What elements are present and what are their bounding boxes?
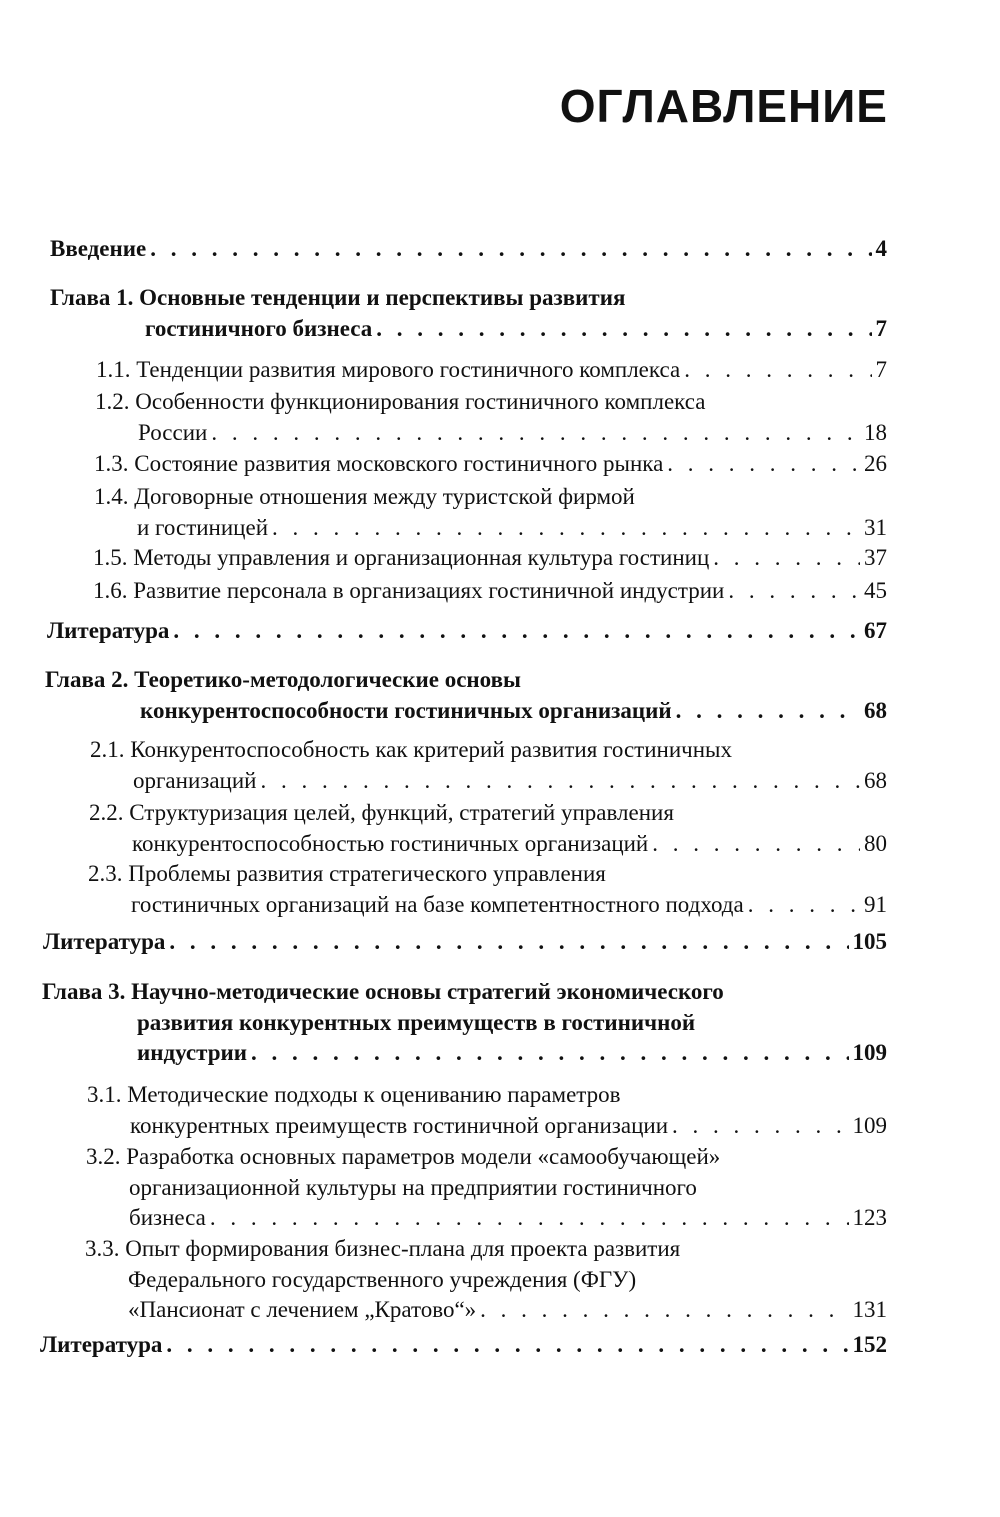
page-number: 80 [864,830,887,856]
section-number: 2.1. [90,737,125,762]
toc-entry-section-1-5[interactable] [93,543,887,574]
toc-entry-section-3-3[interactable] [85,1234,887,1326]
section-number: 2.2. [89,800,124,825]
dot-leader [376,314,871,345]
entry-title-line-2: и гостиницей [137,514,269,540]
entry-title: Литература [47,618,170,643]
entry-title: Развитие персонала в организациях гостиничной индустрии [133,578,725,603]
page-number: 109 [852,1112,887,1138]
entry-title: Состояние развития московского гостиничного рынка [134,451,664,476]
entry-title-line-2: Федерального государственного учреждения (ФГУ) [128,1266,637,1292]
toc-entry-chapter-2[interactable] [45,665,887,726]
dot-leader [260,766,860,797]
entry-title-line-1: Методические подходы к оцениванию параметров [127,1082,621,1107]
toc-entry-literature-3[interactable] [40,1330,887,1361]
page-number: 45 [864,578,887,603]
entry-title-line-2: развития конкурентных преимуществ в гостиничной [137,1009,696,1035]
toc-entry-section-3-1[interactable] [87,1080,887,1141]
section-number: 3.2. [86,1144,121,1169]
toc-entry-section-1-6[interactable] [93,576,887,607]
dot-leader [748,890,860,921]
page-number: 152 [852,1332,887,1357]
toc-entry-section-2-1[interactable] [90,735,887,796]
page-number: 7 [875,315,887,341]
section-number: 2.3. [88,861,123,886]
toc-entry-introduction[interactable] [50,234,887,265]
toc-entry-chapter-1[interactable] [50,283,887,344]
dot-leader [150,234,871,265]
toc-entry-chapter-3[interactable] [42,977,887,1069]
entry-title: Литература [40,1332,163,1357]
entry-title-line-2: конкурентоспособности гостиничных организаций [140,697,672,723]
page-number: 68 [864,697,887,723]
toc-entry-section-2-2[interactable] [89,798,887,859]
entry-title-line-3: индустрии [137,1040,248,1065]
section-number: 1.2. [95,389,130,414]
dot-leader [166,1330,848,1361]
section-number: 1.3. [94,451,129,476]
page-number: 31 [864,514,887,540]
chapter-number: Глава 3. [42,979,126,1004]
dot-leader [667,449,860,480]
toc-entry-literature-2[interactable] [43,927,887,958]
page-number: 67 [864,618,887,643]
page-number: 91 [864,891,887,917]
entry-title-line-1: Договорные отношения между туристской фирмой [134,484,635,509]
toc-entry-literature-1[interactable] [47,616,887,647]
section-number: 1.1. [96,357,131,382]
dot-leader [480,1295,848,1326]
toc-entry-section-3-2[interactable] [86,1142,887,1234]
section-number: 1.6. [93,578,128,603]
section-number: 1.4. [94,484,129,509]
entry-title: Литература [43,929,166,954]
entry-title-line-3: «Пансионат с лечением „Кратово“» [128,1297,477,1322]
page-number: 18 [864,419,887,445]
entry-title-line-2: организаций [133,767,257,793]
entry-title-line-2: организационной культуры на предприятии гостиничного [129,1174,697,1200]
dot-leader [211,418,860,449]
entry-title-line-1: Разработка основных параметров модели «самообучающей» [126,1144,721,1169]
dot-leader [713,543,860,574]
page-number: 37 [864,545,887,570]
dot-leader [672,1111,848,1142]
entry-title-line-1: Структуризация целей, функций, стратегий управления [129,800,674,825]
page-number: 131 [852,1297,887,1322]
toc-entry-section-1-3[interactable] [94,449,887,480]
page-number: 4 [875,236,887,261]
section-number: 3.1. [87,1082,122,1107]
dot-leader [251,1038,848,1069]
dot-leader [169,927,848,958]
dot-leader [728,576,860,607]
dot-leader [684,355,871,386]
entry-title-line-1: Конкурентоспособность как критерий развития гостиничных [130,737,732,762]
entry-title: Тенденции развития мирового гостиничного комплекса [136,357,681,382]
entry-title-line-2: гостиничного бизнеса [145,315,373,341]
entry-title-line-1: Научно-методические основы стратегий экономического [131,979,724,1004]
entry-title-line-1: Проблемы развития стратегического управления [128,861,606,886]
entry-title-line-1: Основные тенденции и перспективы развития [139,285,626,310]
section-number: 3.3. [85,1236,120,1261]
entry-title-line-1: Особенности функционирования гостиничного комплекса [135,389,706,414]
entry-title-line-2: России [138,419,208,445]
page-number: 68 [864,767,887,793]
entry-title-line-1: Теоретико-методологические основы [134,667,521,692]
entry-title-line-2: конкурентных преимуществ гостиничной организации [130,1112,669,1138]
toc-entry-section-2-3[interactable] [88,859,887,920]
entry-title: Введение [50,236,147,261]
entry-title-line-2: гостиничных организаций на базе компетентностного подхода [131,891,744,917]
toc-entry-section-1-4[interactable] [94,482,887,543]
page-number: 7 [875,357,887,382]
page-number: 26 [864,451,887,476]
page-number: 105 [852,929,887,954]
dot-leader [210,1203,849,1234]
entry-title-line-1: Опыт формирования бизнес-плана для проекта развития [125,1236,681,1261]
dot-leader [676,696,860,727]
chapter-number: Глава 2. [45,667,129,692]
entry-title-line-2: конкурентоспособностью гостиничных организаций [132,830,649,856]
page-number: 109 [852,1040,887,1065]
dot-leader [173,616,860,647]
page-title: ОГЛАВЛЕНИЕ [559,80,888,132]
chapter-number: Глава 1. [50,285,134,310]
entry-title-line-3: бизнеса [129,1205,206,1230]
toc-entry-section-1-2[interactable] [95,387,887,448]
dot-leader [272,513,860,544]
page-number: 123 [852,1205,887,1230]
dot-leader [652,829,860,860]
section-number: 1.5. [93,545,128,570]
toc-entry-section-1-1[interactable] [96,355,887,386]
entry-title: Методы управления и организационная культура гостиниц [133,545,710,570]
